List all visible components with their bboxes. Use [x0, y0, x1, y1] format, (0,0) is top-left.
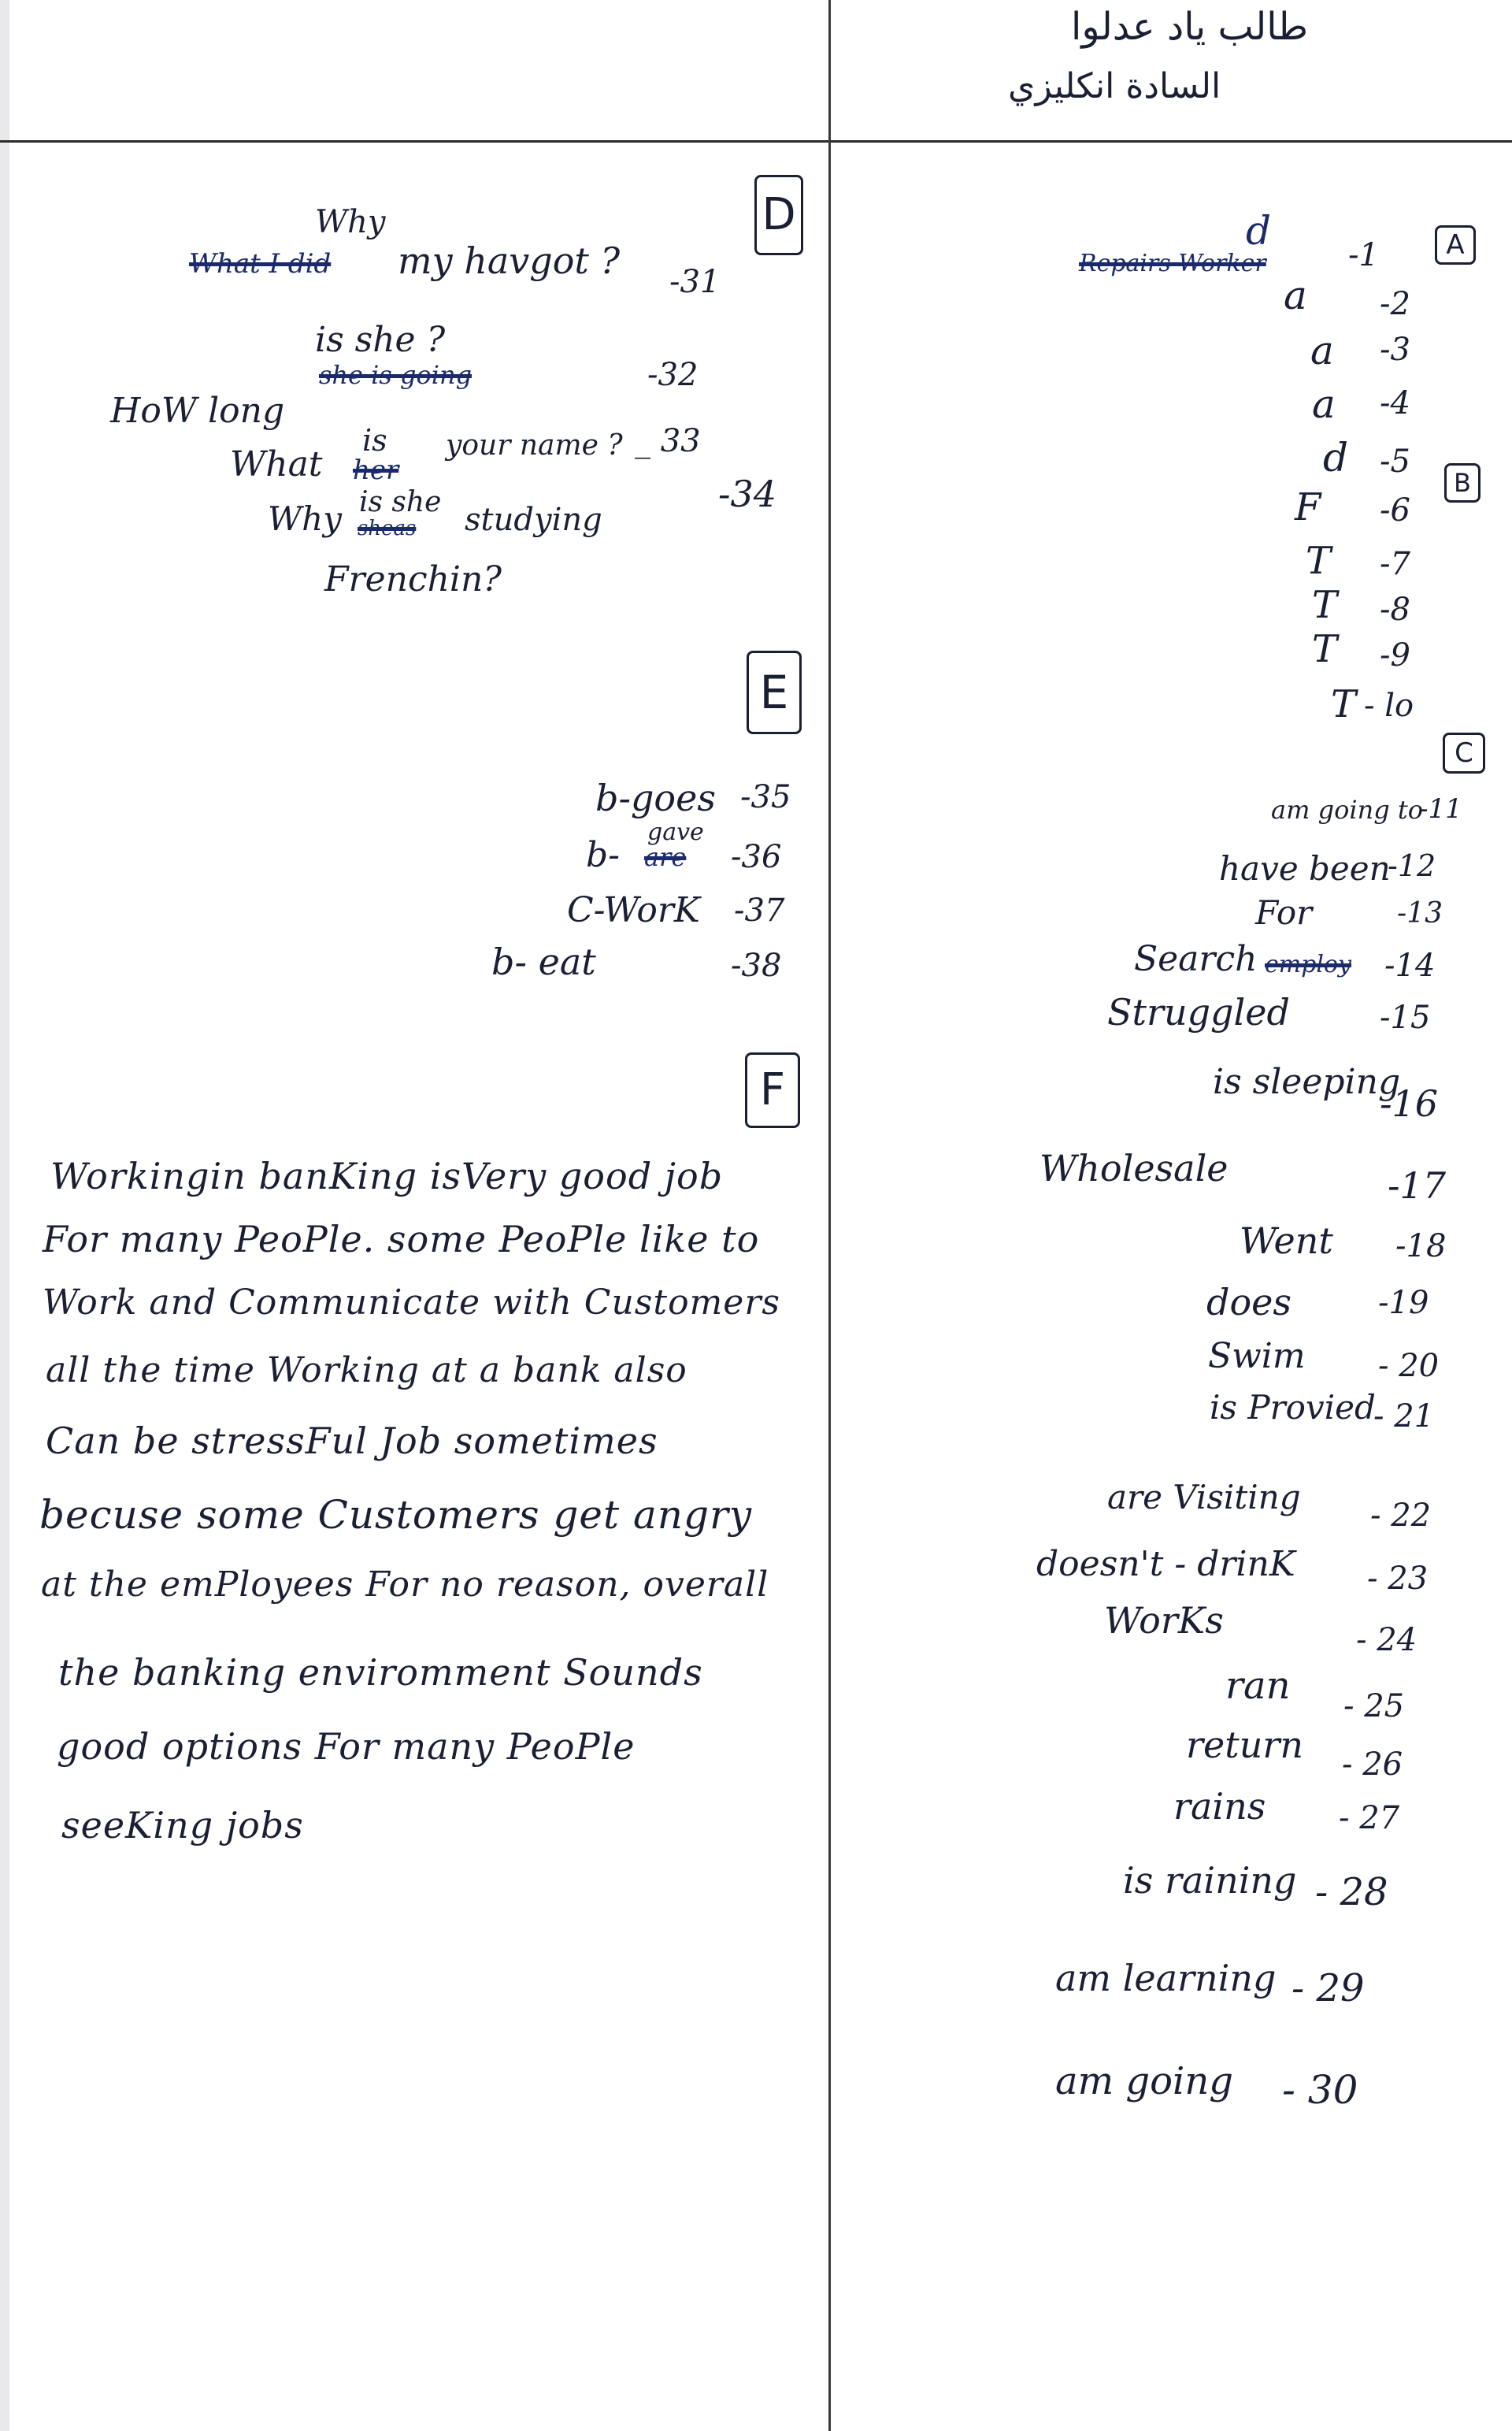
b-answer-9: T — [1312, 627, 1338, 671]
section-d-box — [754, 175, 803, 255]
paragraph-line-7: at the emPloyees For no reason, overall — [41, 1564, 769, 1605]
paragraph-line-10: seeKing jobs — [61, 1804, 304, 1846]
c-answer-21: is Provied — [1210, 1388, 1376, 1427]
e-item-36-correction: gave — [647, 818, 704, 846]
c-number-15: -15 — [1380, 1000, 1431, 1036]
c-number-19: -19 — [1378, 1285, 1429, 1321]
c-answer-23: doesn't - drinK — [1036, 1544, 1295, 1584]
c-number-17: -17 — [1388, 1164, 1447, 1207]
c-answer-22: are Visiting — [1107, 1478, 1301, 1516]
header-divider-line — [0, 140, 1512, 143]
c-number-26: - 26 — [1342, 1746, 1403, 1783]
q34-text: studying — [465, 502, 602, 538]
e-item-36: b- — [586, 835, 621, 875]
q31-number: -31 — [669, 264, 721, 300]
page-edge — [0, 0, 9, 2431]
e-item-35: b-goes — [595, 777, 716, 819]
c-number-16: -16 — [1380, 1082, 1439, 1125]
c-answer-14: Search — [1134, 939, 1258, 979]
q32-correction: is she ? — [315, 320, 446, 360]
b-number-6: -6 — [1380, 492, 1410, 529]
a-answer-1-struck: Repairs Worker — [1079, 250, 1266, 277]
subject-label: السادة انكليزي — [1008, 66, 1221, 106]
c-number-22: - 22 — [1370, 1498, 1432, 1534]
paragraph-line-5: Can be stressFul Job sometimes — [46, 1420, 658, 1462]
e-item-37: C-WorK — [567, 890, 700, 930]
c-answer-11: am going to — [1271, 795, 1423, 825]
paragraph-line-9: good options For many PeoPle — [57, 1725, 636, 1768]
b-answer-8: T — [1312, 583, 1338, 627]
c-answer-30: am going — [1055, 2059, 1234, 2103]
q31-struck: What I did — [189, 248, 332, 280]
a-number-5: -5 — [1380, 444, 1410, 480]
e-item-36-struck: are — [644, 842, 687, 872]
c-answer-16: is sleeping — [1213, 1062, 1401, 1102]
c-number-11: -11 — [1419, 793, 1462, 825]
a-number-2: -2 — [1380, 286, 1410, 322]
b-number-10: - lo — [1364, 688, 1414, 724]
paragraph-line-1: Workingin banKing isVery good job — [50, 1155, 724, 1197]
a-answer-3: a — [1310, 328, 1334, 373]
c-answer-27: rains — [1173, 1785, 1266, 1828]
q34-continuation: Frenchin? — [324, 559, 502, 599]
c-number-28: - 28 — [1315, 1870, 1388, 1914]
c-number-24: - 24 — [1356, 1622, 1418, 1658]
a-number-4: -4 — [1380, 385, 1410, 421]
c-answer-20: Swim — [1208, 1336, 1306, 1376]
e-item-38: b- eat — [491, 941, 596, 983]
q32-number: -32 — [647, 357, 699, 393]
paragraph-line-4: all the time Working at a bank also — [46, 1350, 687, 1390]
q34-correction: is she — [359, 486, 442, 518]
section-b-letter: B — [1454, 468, 1471, 498]
e-number-36: -36 — [731, 839, 782, 875]
q31-correction: Why — [315, 204, 386, 240]
b-answer-10: T — [1331, 682, 1357, 726]
q32-struck: she is going — [319, 360, 472, 390]
a-number-1: -1 — [1348, 237, 1379, 273]
c-answer-15: Struggled — [1107, 991, 1290, 1034]
q33-prefix: What — [230, 444, 323, 484]
c-answer-14-struck: employ — [1265, 951, 1352, 978]
q33-text: your name ? — [446, 429, 623, 462]
e-number-38: -38 — [731, 948, 782, 984]
c-number-20: - 20 — [1378, 1348, 1440, 1384]
b-number-9: -9 — [1380, 637, 1410, 674]
student-name: طالب ياد عدلوا — [1071, 5, 1309, 49]
q31-text: my havgot ? — [398, 239, 621, 282]
c-number-14: -14 — [1384, 948, 1436, 984]
a-number-3: -3 — [1380, 332, 1410, 368]
c-answer-13: For — [1255, 893, 1313, 932]
section-f-letter: F — [759, 1064, 786, 1115]
section-e-box — [747, 651, 802, 734]
q34-number: -34 — [718, 473, 777, 515]
section-c-box — [1443, 733, 1485, 774]
e-number-37: -37 — [734, 893, 785, 929]
e-number-35: -35 — [740, 779, 791, 815]
q33-correction: is — [362, 423, 387, 458]
a-answer-1: d — [1246, 208, 1272, 254]
b-number-8: -8 — [1380, 592, 1410, 628]
c-answer-19: does — [1206, 1281, 1292, 1323]
section-a-letter: A — [1446, 229, 1465, 261]
section-f-box — [745, 1052, 800, 1128]
paragraph-line-8: the banking enviromment Sounds — [58, 1651, 703, 1694]
section-d-letter: D — [762, 189, 796, 240]
q34-struck: sheas — [358, 517, 417, 540]
c-number-30: - 30 — [1282, 2067, 1358, 2113]
section-b-box — [1444, 463, 1480, 503]
b-answer-6: F — [1295, 485, 1321, 529]
c-number-13: -13 — [1397, 897, 1443, 930]
a-answer-4: a — [1312, 381, 1336, 427]
c-answer-25: ran — [1225, 1664, 1291, 1708]
section-e-letter: E — [759, 666, 789, 719]
c-answer-29: am learning — [1055, 1957, 1277, 1999]
paragraph-line-3: Work and Communicate with Customers — [43, 1282, 780, 1323]
q34-prefix: Why — [268, 499, 342, 538]
column-divider-line — [828, 0, 831, 2431]
c-number-18: -18 — [1395, 1228, 1447, 1264]
c-answer-18: Went — [1240, 1219, 1333, 1262]
c-answer-24: WorKs — [1104, 1599, 1224, 1642]
q33-struck: her — [353, 455, 399, 486]
b-answer-7: T — [1306, 539, 1332, 583]
q32-prefix: HoW long — [110, 391, 285, 431]
a-answer-5: d — [1323, 435, 1349, 481]
paragraph-line-6: becuse some Customers get angry — [39, 1492, 753, 1538]
c-answer-12: have been — [1219, 849, 1391, 888]
a-answer-2: a — [1284, 273, 1307, 318]
c-answer-17: Wholesale — [1040, 1147, 1228, 1190]
section-c-letter: C — [1455, 737, 1473, 769]
paragraph-line-2: For many PeoPle. some PeoPle like to — [43, 1218, 760, 1260]
c-number-12: -12 — [1388, 848, 1436, 883]
q33-number: _ 33 — [635, 423, 701, 459]
c-number-27: - 27 — [1339, 1800, 1400, 1836]
c-number-23: - 23 — [1367, 1561, 1429, 1597]
c-answer-26: return — [1186, 1724, 1303, 1766]
c-number-21: - 21 — [1373, 1398, 1435, 1434]
section-a-box — [1435, 225, 1476, 265]
c-answer-28: is raining — [1123, 1859, 1297, 1902]
c-number-29: - 29 — [1292, 1966, 1365, 2010]
c-number-25: - 25 — [1343, 1688, 1405, 1724]
b-number-7: -7 — [1380, 546, 1410, 582]
